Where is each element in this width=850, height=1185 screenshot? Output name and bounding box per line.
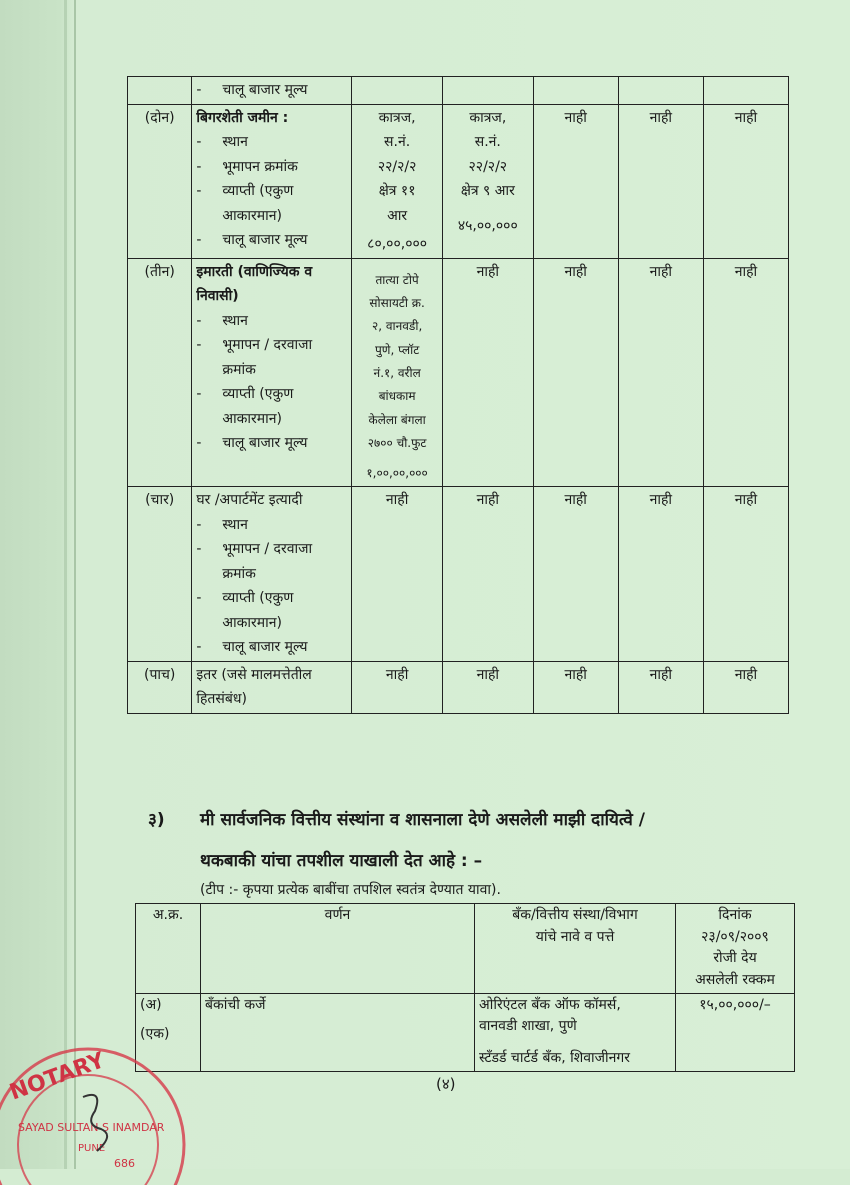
item-label: व्याप्ती (एकुण xyxy=(222,183,294,199)
cell-text: नाही xyxy=(533,661,618,713)
section-number: ३) xyxy=(148,810,165,830)
cell-text: १५,००,०००/– xyxy=(676,993,795,1071)
row-number: (दोन) xyxy=(128,104,192,258)
cell-text: वानवडी शाखा, पुणे xyxy=(479,1018,577,1035)
cell-text: बँकांची कर्जे xyxy=(201,993,475,1071)
item-label: चालू बाजार मूल्य xyxy=(222,232,308,248)
stamp-code: 686 xyxy=(114,1157,135,1170)
cell-text: नाही xyxy=(443,487,534,662)
cell-text: सोसायटी क्र. xyxy=(369,295,425,310)
cell-text: केलेला बंगला xyxy=(368,412,426,427)
cell-text: कात्रज, xyxy=(378,109,416,126)
item-label: क्रमांक xyxy=(222,565,256,582)
header-bank: बँक/वित्तीय संस्था/विभाग यांचे नावे व पत्ते xyxy=(475,904,676,994)
cell-text: नाही xyxy=(618,104,703,258)
section-3-heading xyxy=(148,800,645,882)
cell-text: नाही xyxy=(703,258,788,487)
table-header-row xyxy=(136,904,795,994)
item-label: व्याप्ती (एकुण xyxy=(222,590,294,607)
item-label: आकारमान) xyxy=(222,614,283,631)
cell-text: तात्या टोपे xyxy=(375,272,419,287)
header-sr: अ.क्र. xyxy=(136,904,201,994)
table-row: (तीन) इमारती (वाणिज्यिक व निवासी) - स्थान - भूमापन / दरवाजा क्रमांक - व्याप्ती (एकुण आकारमान) - चालू बाजार मूल्य तात्या टोपे सोसायटी क्र. २, वानवडी, पुणे, प्लॉट नं.१, वरील बांधकाम केलेला बंगला २७०० चौ.फुट १,००,००,००० नाही नाही नाही नाही xyxy=(128,258,789,487)
notary-stamp xyxy=(0,1035,198,1185)
cell-text: नाही xyxy=(618,661,703,713)
row-number: (तीन) xyxy=(128,258,192,487)
cell-text: स.नं. xyxy=(474,134,501,150)
header-amount: दिनांक २३/०९/२००९ रोजी देय असलेली रक्कम xyxy=(676,904,795,994)
cell-text: ८०,००,००० xyxy=(367,236,428,252)
cell-text: ४५,००,००० xyxy=(457,217,518,234)
cell-text: बांधकाम xyxy=(378,389,416,404)
row-title: इमारती (वाणिज्यिक व xyxy=(196,263,313,280)
cell-text: १,००,००,००० xyxy=(366,465,428,480)
cell-text: क्षेत्र ११ xyxy=(378,183,416,199)
page-fold xyxy=(64,0,67,1169)
cell-text: ओरिएंटल बँक ऑफ कॉमर्स, xyxy=(479,996,621,1013)
table-row: - चालू बाजार मूल्य xyxy=(128,77,789,105)
row-number: (पाच) xyxy=(128,661,192,713)
cell-text: नाही xyxy=(703,487,788,662)
stamp-city: PUNE xyxy=(78,1143,106,1154)
cell-text: नाही xyxy=(618,258,703,487)
cell-text: नाही xyxy=(533,258,618,487)
page-fold xyxy=(74,0,76,1169)
cell-text: स्टँडर्ड चार्टर्ड बँक, शिवाजीनगर xyxy=(479,1050,631,1067)
liabilities-table xyxy=(135,903,795,1072)
cell-text: २२/२/२ xyxy=(377,158,417,175)
item-label: आकारमान) xyxy=(222,410,283,427)
row-title: बिगरशेती जमीन : xyxy=(196,109,289,126)
cell-text: २२/२/२ xyxy=(468,158,508,175)
cell-text: नाही xyxy=(533,104,618,258)
item-label: चालू बाजार मूल्य xyxy=(222,639,308,656)
table-row: (दोन) बिगरशेती जमीन : - स्थान - भूमापन क्रमांक - व्याप्ती (एकुण आकारमान) - चालू बाजार मूल्य कात्रज, स.नं. २२/२/२ क्षेत्र ११ आर ८०,००,००० कात्रज, स.नं. २२/२/२ क्षेत्र ९ आर ४५,००,००० नाही नाही नाही xyxy=(128,104,789,258)
item-label: भूमापन क्रमांक xyxy=(222,158,298,175)
section-line: थकबाकी यांचा तपशील याखाली देत आहे : – xyxy=(200,850,483,871)
cell-text: कात्रज, xyxy=(469,109,507,126)
item-label: चालू बाजार मूल्य xyxy=(222,435,308,451)
item-label: भूमापन / दरवाजा xyxy=(222,541,313,558)
cell-text: पुणे, प्लॉट xyxy=(374,342,420,357)
cell-text: नाही xyxy=(443,661,534,713)
row-title: इतर (जसे मालमत्तेतील xyxy=(196,666,312,683)
stamp-name: SAYAD SULTAN S INAMDAR xyxy=(18,1121,165,1134)
row-number: (अ) xyxy=(140,996,162,1013)
page-number: (४) xyxy=(436,1075,456,1093)
cell-text: नाही xyxy=(533,487,618,662)
row-title: हितसंबंध) xyxy=(196,691,247,708)
row-title: निवासी) xyxy=(196,288,239,304)
cell-text: नाही xyxy=(443,258,534,487)
item-label: व्याप्ती (एकुण xyxy=(222,386,294,402)
item-label: स्थान xyxy=(222,516,248,533)
cell-text: नं.१, वरील xyxy=(373,366,421,381)
section-note: (टीप :- कृपया प्रत्येक बाबींचा तपशिल स्वतंत्र देण्यात यावा). xyxy=(200,882,501,898)
cell-text: नाही xyxy=(352,487,443,662)
cell-text: २, वानवडी, xyxy=(371,319,423,334)
cell-text: नाही xyxy=(618,487,703,662)
row-number: (चार) xyxy=(128,487,192,662)
item-label: स्थान xyxy=(222,312,248,329)
row-title: घर /अपार्टमेंट इत्यादी xyxy=(196,492,303,509)
cell-text: २७०० चौ.फुट xyxy=(367,436,427,451)
item-label: क्रमांक xyxy=(222,361,256,378)
item-label: चालू बाजार मूल्य xyxy=(222,82,308,98)
assets-table xyxy=(127,76,789,714)
table-row xyxy=(128,661,789,713)
cell-text: नाही xyxy=(703,661,788,713)
item-label: स्थान xyxy=(222,134,248,150)
table-row: (चार) घर /अपार्टमेंट इत्यादी - स्थान - भूमापन / दरवाजा क्रमांक - व्याप्ती (एकुण आकारमान) - चालू बाजार मूल्य नाही नाही नाही नाही नाही xyxy=(128,487,789,662)
cell-text: स.नं. xyxy=(384,134,411,150)
item-label: भूमापन / दरवाजा xyxy=(222,337,313,353)
cell-text: नाही xyxy=(352,661,443,713)
cell-text: क्षेत्र ९ आर xyxy=(460,183,515,199)
item-label: आकारमान) xyxy=(222,207,283,224)
row-number: (एक) xyxy=(140,1026,170,1043)
stamp-text-top: NOTARY xyxy=(6,1048,109,1106)
header-desc: वर्णन xyxy=(201,904,475,994)
section-line: मी सार्वजनिक वित्तीय संस्थांना व शासनाला देणे असलेली माझी दायित्वे / xyxy=(200,810,645,830)
cell-text: नाही xyxy=(703,104,788,258)
cell-text: आर xyxy=(387,207,408,224)
table-row xyxy=(136,993,795,1071)
